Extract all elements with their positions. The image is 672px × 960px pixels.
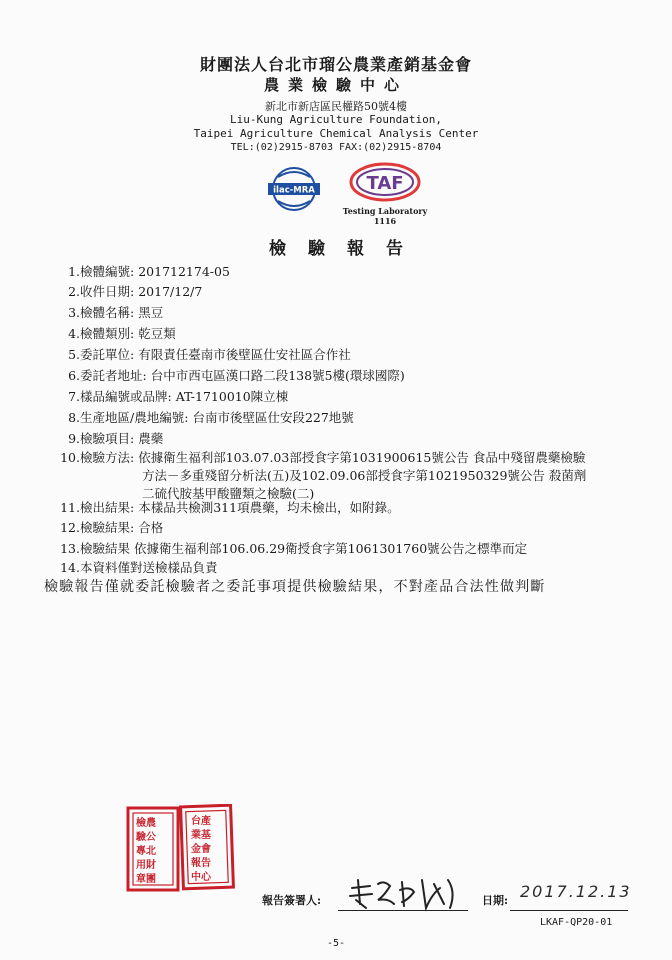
item-label: 樣品編號或品牌: [80, 389, 172, 404]
svg-text:中心: 中心 [191, 872, 211, 883]
item-value: 合格 [138, 520, 164, 535]
signed-date: 2017.12.13 [520, 882, 632, 901]
taf-logo-text: TAF [366, 173, 404, 194]
disclaimer: 檢驗報告僅就委託檢驗者之委託事項提供檢驗結果，不對產品合法性做判斷 [44, 579, 546, 595]
item-result-standard [52, 539, 527, 557]
item-num: 6. [68, 368, 80, 383]
form-code: LKAF-QP20-01 [540, 917, 613, 928]
item-received-date [52, 282, 202, 300]
item-label: 檢驗方法: [80, 450, 135, 465]
item-value: 201712174-05 [138, 264, 230, 279]
item-label: 檢驗項目: [80, 431, 135, 446]
signature-line [338, 910, 468, 911]
svg-text:報告: 報告 [191, 858, 211, 869]
item-client-address [52, 366, 405, 384]
ilac-mra-logo [262, 164, 326, 214]
item-sample-brand [52, 387, 288, 405]
item-value: 農藥 [138, 431, 164, 446]
taf-caption [340, 206, 430, 226]
svg-text:金會: 金會 [191, 844, 211, 855]
item-num: 7. [68, 389, 80, 404]
item-num: 14. [60, 560, 80, 575]
item-label: 檢體編號: [80, 264, 135, 279]
item-value: 2017/12/7 [138, 284, 203, 299]
handwritten-signature [344, 874, 464, 914]
svg-text:台產: 台產 [191, 816, 211, 827]
date-line [510, 910, 628, 911]
item-test-result [52, 518, 163, 536]
svg-text:檢農: 檢農 [136, 818, 156, 829]
date-label: 日期: [482, 894, 509, 907]
item-detection-result [52, 498, 400, 516]
item-sample-category [52, 324, 176, 342]
item-value: 依據衛生福利部103.07.03部授食字第1031900615號公告 食品中殘留農藥檢驗 [138, 450, 586, 465]
item-label: 收件日期: [80, 284, 135, 299]
item-value: 台南市後壁區仕安段227地號 [192, 410, 354, 425]
item-num: 5. [68, 347, 80, 362]
item-value: 依據衛生福利部106.06.29衛授食字第1061301760號公告之標準而定 [134, 541, 528, 556]
svg-text:專北: 專北 [136, 846, 156, 857]
item-sample-name [52, 303, 163, 321]
page-number: -5- [326, 938, 346, 949]
item-value-continued: 二硫代胺基甲酸鹽類之檢驗(二) [142, 486, 315, 501]
taf-subtitle: Testing Laboratory [342, 206, 428, 216]
org-name-en-line1: Liu-Kung Agriculture Foundation, [230, 113, 442, 126]
item-value: AT-1710010陳立棟 [175, 389, 289, 404]
item-num: 13. [60, 541, 80, 556]
item-label: 檢體類別: [80, 326, 135, 341]
svg-text:用財: 用財 [136, 860, 156, 871]
item-client [52, 345, 351, 363]
item-value: 黑豆 [138, 305, 164, 320]
svg-text:業基: 業基 [191, 830, 211, 841]
item-num: 3. [68, 305, 80, 320]
item-label: 生產地區/農地編號: [80, 410, 189, 425]
svg-text:驗公: 驗公 [136, 832, 156, 843]
item-label: 檢驗結果 [80, 541, 131, 556]
item-value: 本樣品共檢測311項農藥，均未檢出，如附錄。 [138, 500, 400, 515]
item-num: 8. [68, 410, 80, 425]
contact-info: TEL:(02)2915-8703 FAX:(02)2915-8704 [230, 142, 442, 153]
item-label: 檢出結果: [80, 500, 135, 515]
item-value: 有限責任臺南市後壁區仕安社區合作社 [138, 347, 351, 362]
item-num: 11. [60, 500, 80, 515]
item-value-continued: 方法－多重殘留分析法(五)及102.09.06部授食字第1021950329號公告 殺菌劑 [142, 468, 587, 483]
item-num: 10. [60, 450, 80, 465]
address: 新北市新店區民權路50號4樓 [265, 100, 407, 113]
item-responsibility [52, 558, 218, 576]
signer-label: 報告簽署人: [262, 894, 322, 907]
item-num: 12. [60, 520, 80, 535]
item-production-area [52, 408, 354, 426]
taf-lab-number: 1116 [373, 216, 397, 226]
ilac-logo-text: ilac-MRA [273, 185, 315, 196]
item-num: 4. [68, 326, 80, 341]
report-title: 檢驗報告 [269, 239, 425, 259]
item-label: 委託單位: [80, 347, 135, 362]
org-name-en-line2: Taipei Agriculture Chemical Analysis Center [193, 127, 479, 140]
item-num: 2. [68, 284, 80, 299]
item-label: 檢驗結果: [80, 520, 135, 535]
item-num: 9. [68, 431, 80, 446]
item-value: 乾豆類 [138, 326, 176, 341]
item-test-method [52, 448, 587, 501]
item-sample-number [52, 262, 230, 280]
item-value: 台中市西屯區漢口路二段138號5樓(環球國際) [150, 368, 405, 383]
item-label: 檢體名稱: [80, 305, 135, 320]
org-name-zh: 財團法人台北市瑠公農業產銷基金會 [199, 55, 472, 74]
item-num: 1. [68, 264, 80, 279]
item-label: 委託者地址: [80, 368, 147, 383]
item-label: 本資料僅對送檢樣品負責 [80, 560, 218, 575]
item-test-items [52, 429, 163, 447]
center-name-zh: 農業檢驗中心 [263, 76, 408, 94]
svg-text:章團: 章團 [136, 874, 156, 885]
official-seal-stamp [124, 804, 236, 894]
